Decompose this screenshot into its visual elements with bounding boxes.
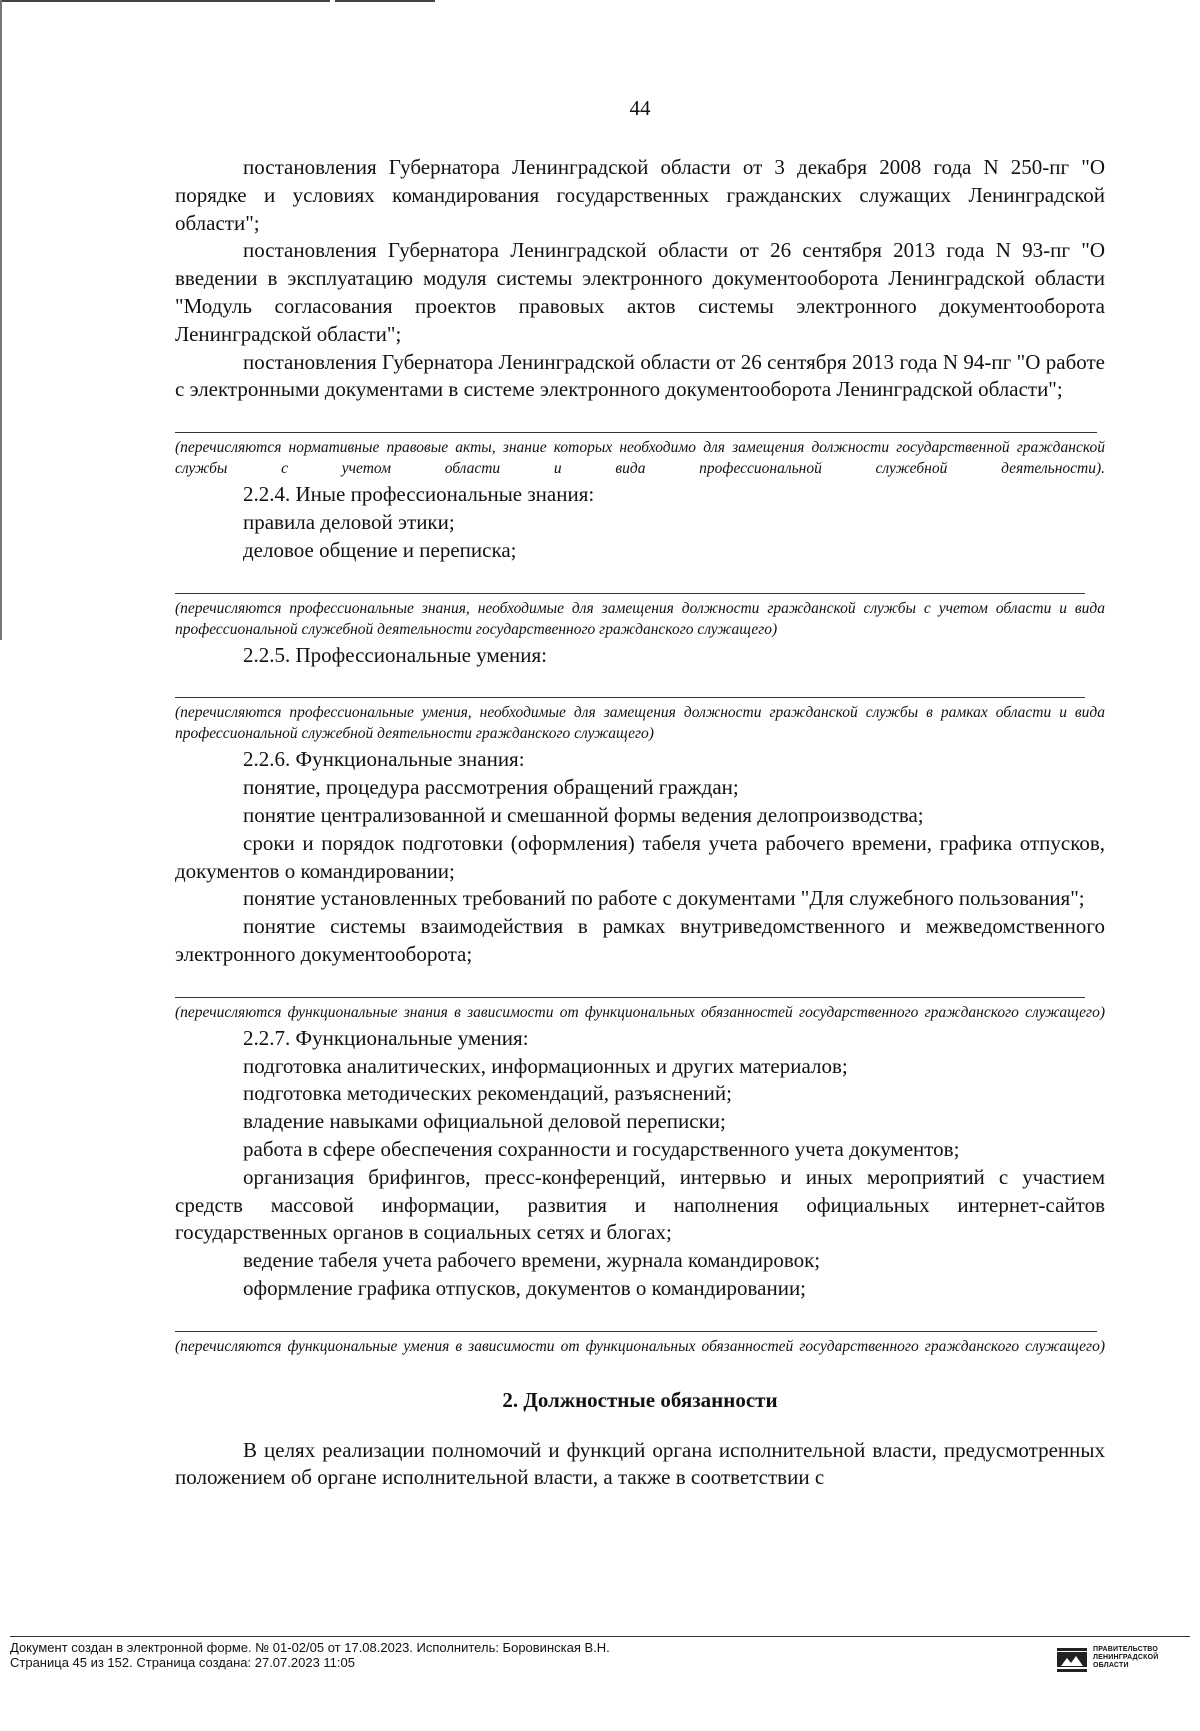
list-item: понятие установленных требований по работе с документами "Для служебного пользования";: [243, 886, 1085, 911]
hint-professional-skills: (перечисляются профессиональные умения, необходимые для замещения должности гражданской службы в рамках области и вида профессиональной служебной деятельности гражданского служащего): [175, 704, 1105, 743]
page-number: 44: [629, 96, 651, 120]
hint-legal-acts: (перечисляются нормативные правовые акты, знание которых необходимо для замещения должности государственной гражданской службы с учетом области и вида профессиональной служебной деятельности).: [175, 439, 1105, 478]
list-item: оформление графика отпусков, документов о командировании;: [243, 1275, 807, 1300]
list-item: сроки и порядок подготовки (оформления) табеля учета рабочего времени, графика отпусков, документов о командировании;: [175, 830, 1105, 883]
paragraph-duties-intro: В целях реализации полномочий и функций органа исполнительной власти, предусмотренных положением об органе исполнительной власти, а также в соответствии с: [175, 1437, 1105, 1490]
scan-edge-top-mid: [335, 0, 435, 2]
heading-2-2-4: 2.2.4. Иные профессиональные знания:: [243, 482, 595, 507]
list-item: понятие, процедура рассмотрения обращений граждан;: [243, 775, 739, 800]
fill-line: [175, 697, 1085, 698]
heading-2-2-5: 2.2.5. Профессиональные умения:: [243, 642, 548, 667]
heading-2-2-6: 2.2.6. Функциональные знания:: [243, 747, 525, 772]
scan-edge-top: [0, 0, 330, 2]
paragraph-decree-93: постановления Губернатора Ленинградской области от 26 сентября 2013 года N 93-пг "О введении в эксплуатацию модуля системы электронного документооборота Ленинградской области "Модуль согласования проектов правовых актов системы электронного документооборота Ленинградской области";: [175, 238, 1105, 346]
org-name-line: ЛЕНИНГРАДСКОЙ: [1093, 1654, 1159, 1661]
document-body: [175, 154, 1105, 1492]
heading-2-2-7: 2.2.7. Функциональные умения:: [243, 1025, 529, 1050]
footer-page-info: Страница 45 из 152. Страница создана: 27.07.2023 11:05: [10, 1655, 355, 1670]
fill-line: [175, 593, 1085, 594]
hint-functional-skills: (перечисляются функциональные умения в зависимости от функциональных обязанностей государственного гражданского служащего): [175, 1337, 1105, 1355]
paragraph-decree-250: постановления Губернатора Ленинградской области от 3 декабря 2008 года N 250-пг "О порядке и условиях командирования государственных гражданских служащих Ленинградской области";: [175, 155, 1105, 235]
section-title: 2. Должностные обязанности: [502, 1387, 778, 1412]
coat-of-arms-icon: [1057, 1648, 1087, 1672]
list-item: понятие системы взаимодействия в рамках внутриведомственного и межведомственного электронного документооборота;: [175, 914, 1105, 966]
hint-functional-knowledge: (перечисляются функциональные знания в зависимости от функциональных обязанностей государственного гражданского служащего): [175, 1003, 1105, 1021]
list-item: подготовка методических рекомендаций, разъяснений;: [243, 1081, 732, 1106]
org-name-line: ПРАВИТЕЛЬСТВО: [1093, 1646, 1159, 1653]
fill-line: [175, 1331, 1097, 1332]
list-item: подготовка аналитических, информационных и других материалов;: [243, 1053, 848, 1078]
fill-line: [175, 997, 1085, 998]
list-item: правила деловой этики;: [243, 509, 455, 534]
fill-line: [175, 432, 1097, 433]
paragraph-decree-94: постановления Губернатора Ленинградской области от 26 сентября 2013 года N 94-пг "О работе с электронными документами в системе электронного документооборота Ленинградской области";: [175, 349, 1105, 402]
list-item: владение навыками официальной деловой переписки;: [243, 1109, 726, 1134]
footer-org-name: [1093, 1646, 1158, 1670]
list-item: ведение табеля учета рабочего времени, журнала командировок;: [243, 1248, 821, 1273]
list-item: деловое общение и переписка;: [243, 537, 517, 562]
list-item: понятие централизованной и смешанной формы ведения делопроизводства;: [243, 802, 924, 827]
footer-document-info: Документ создан в электронной форме. № 01-02/05 от 17.08.2023. Исполнитель: Боровинская В.Н.: [10, 1640, 610, 1655]
list-item: организация брифингов, пресс-конференций, интервью и иных мероприятий с участием средств массовой информации, развития и наполнения официальных интернет-сайтов государственных органов в социальных сетях и блогах;: [175, 1164, 1105, 1245]
footer: [10, 1640, 1190, 1670]
hint-professional-knowledge: (перечисляются профессиональные знания, необходимые для замещения должности гражданской службы с учетом области и вида профессиональной служебной деятельности государственного гражданского служащего): [175, 599, 1105, 638]
footer-divider: [10, 1636, 1190, 1637]
org-name-line: ОБЛАСТИ: [1093, 1662, 1129, 1669]
list-item: работа в сфере обеспечения сохранности и государственного учета документов;: [243, 1136, 960, 1161]
